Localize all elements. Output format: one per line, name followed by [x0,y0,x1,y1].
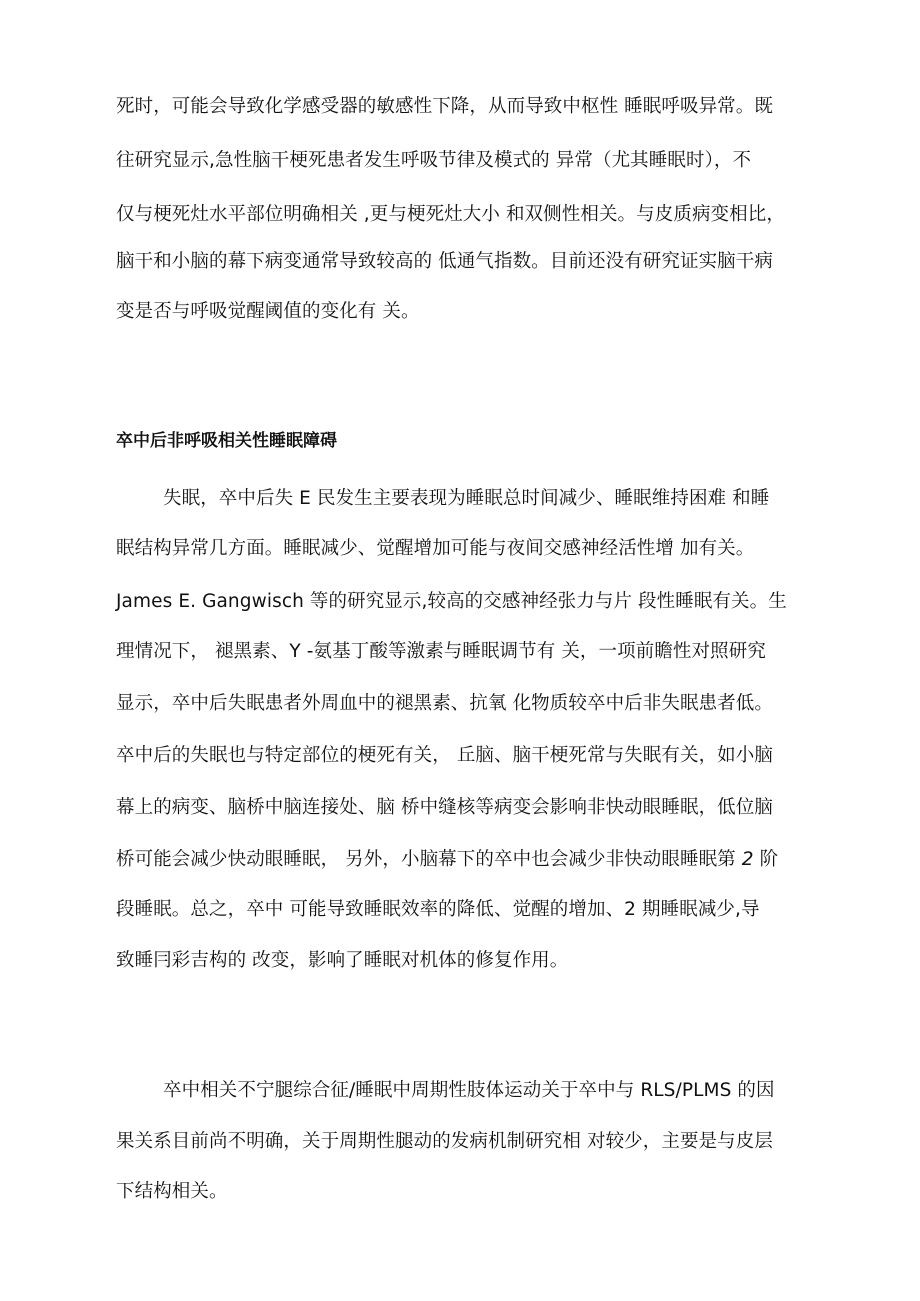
paragraph-3-line-2: 果关系目前尚不明确，关于周期性腿动的发病机制研究相 对较少，主要是与皮层 [116,1131,773,1152]
paragraph-3-line-3: 下结构相关。 [116,1181,228,1202]
paragraph-2-line-1: 失眠，卒中后失 E 民发生主要表现为睡眠总时间减少、睡眠维持困难 和睡 [163,488,770,509]
paragraph-2-line-5: 显示，卒中后失眠患者外周血中的褪黑素、抗氧 化物质较卒中后非失眠患者低。 [116,693,773,714]
paragraph-1-line-2: 往研究显示,急性脑干梗死患者发生呼吸节律及模式的 异常（尤其睡眠时），不 [116,150,752,171]
paragraph-1-line-1: 死时，可能会导致化学感受器的敏感性下降，从而导致中枢性 睡眠呼吸异常。既 [116,96,773,117]
paragraph-3-line-1: 卒中相关不宁腿综合征/睡眠中周期性肢体运动关于卒中与 RLS/PLMS 的因 [163,1080,775,1101]
paragraph-2-line-7: 幕上的病变、脑桥中脑连接处、脑 桥中缝核等病变会影响非快动眼睡眠，低位脑 [116,797,773,818]
paragraph-1-line-3: 仅与梗死灶水平部位明确相关 ,更与梗死灶大小 和双侧性相关。与皮质病变相比， [116,204,785,225]
paragraph-1-line-4: 脑干和小脑的幕下病变通常导致较高的 低通气指数。目前还没有研究证实脑干病 [116,251,773,272]
paragraph-2-line-2: 眠结构异常几方面。睡眠减少、觉醒增加可能与夜间交感神经活性增 加有关。 [116,538,755,559]
paragraph-2-line-8 [116,848,816,872]
paragraph-2-line-8-text: 桥可能会减少快动眼睡眠， 另外，小脑幕下的卒中也会减少非快动眼睡眠第 [116,849,736,870]
stage-number: 2 [741,849,754,870]
paragraph-2-line-10: 致睡冃彩吉构的 改变，影响了睡眠对机体的修复作用。 [116,950,569,971]
paragraph-2-line-3: James E. Gangwisch 等的研究显示,较高的交感神经张力与片 段性睡眠有关。生 [116,591,787,612]
paragraph-2-line-4: 理情况下， 褪黑素、Y -氨基丁酸等激素与睡眠调节有 关，一项前瞻性对照研究 [116,641,766,662]
section-heading: 卒中后非呼吸相关性睡眠障碍 [116,431,337,451]
paragraph-2-line-6: 卒中后的失眠也与特定部位的梗死有关， 丘脑、脑干梗死常与失眠有关，如小脑 [116,745,773,766]
stage-suffix: 阶 [759,849,779,870]
paragraph-1-line-5: 变是否与呼吸觉醒阈值的变化有 关。 [116,301,420,322]
paragraph-2-line-9: 段睡眠。总之，卒中 可能导致睡眠效率的降低、觉醒的增加、2 期睡眠减少,导 [116,899,760,920]
